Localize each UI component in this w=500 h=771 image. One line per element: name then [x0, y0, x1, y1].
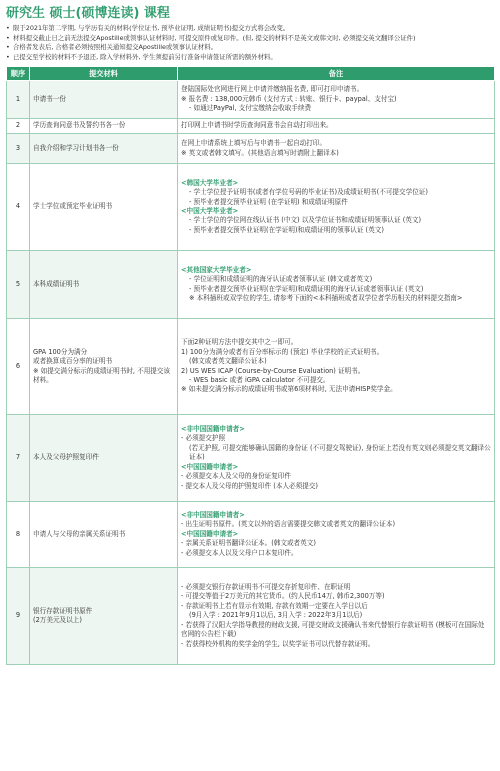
remark-line: - 出生证明书原件。(英文以外的语言需要提交韩文或者英文的翻译公证本): [181, 520, 396, 529]
note-item: • 材料提交截止日之前无法提交Apostille或领事认证材料时, 可提交原件或复印件。(但, 提交的材料不是英文或韩文时, 必须提交英文翻译公证件): [6, 34, 494, 44]
remarks-cell: [178, 119, 495, 134]
remark-line: - 如通过PayPal, 支付宝缴纳会收取手续费: [189, 104, 312, 113]
remark-subheading: <韩国大学毕业者>: [181, 178, 239, 187]
row-number: 1: [7, 81, 30, 119]
remarks-cell: [178, 164, 495, 251]
remark-line: - 必须提交本人及父母的身份证复印件: [181, 472, 291, 481]
remarks-cell: [178, 134, 495, 164]
material-cell: [30, 164, 178, 251]
material-line: 学士学位或预定毕业证明书: [33, 202, 113, 211]
remarks-cell: [178, 502, 495, 568]
notes-list: [0, 24, 500, 66]
material-line: 自我介绍和学习计划书各一份: [33, 143, 119, 152]
row-number: 4: [7, 164, 30, 251]
remark-line: - 必须提交护照: [181, 434, 226, 443]
remark-line: - 预毕业者提交预毕业证明(在学证明)和成绩证明的海牙认证或者领事认证 (英文): [189, 284, 424, 293]
material-cell: [30, 134, 178, 164]
remark-line: - 必须提交银行存款证明书不可提交存折复印件、在职证明: [181, 583, 351, 592]
note-item: • 合格者发表后, 合格者必须按照相关通知提交Apostille或领事认证材料。: [6, 43, 494, 53]
row-number: 9: [7, 568, 30, 665]
remark-line: - WES basic 或者 iGPA calculator 不可提交。: [189, 375, 330, 384]
remark-line: - 必须提交本人以及父母户口本复印件。: [181, 548, 298, 557]
table-row: [7, 319, 495, 415]
material-line: 银行存款证明书原件: [33, 606, 93, 615]
remark-line: - 学位证明和成绩证明的海牙认证或者领事认证 (韩文或者英文): [189, 275, 373, 284]
row-number: 3: [7, 134, 30, 164]
material-line: ※ 如提交满分标示的成绩证明书时, 不用提交该材料。: [33, 366, 171, 384]
material-cell: [30, 319, 178, 415]
remark-line: ※ 英文或者韩文填写。(其他语言填写时请附上翻译本): [181, 148, 339, 157]
table-row: [7, 164, 495, 251]
table-row: [7, 568, 495, 665]
material-cell: [30, 81, 178, 119]
table-header-row: [7, 67, 495, 81]
table-row: [7, 119, 495, 134]
remark-subheading: <非中国国籍申请者>: [181, 510, 245, 519]
header-order: 顺序: [7, 67, 30, 81]
material-line: 学历查询同意书及誓约书各一份: [33, 121, 126, 130]
row-number: 7: [7, 415, 30, 502]
material-line: 本科成绩证明书: [33, 279, 80, 288]
table-row: [7, 251, 495, 319]
remark-subheading: <中国国籍申请者>: [181, 462, 239, 471]
header-remarks: 备注: [178, 67, 495, 81]
material-cell: [30, 568, 178, 665]
remark-line: - 存款证明书上若有显示有效期, 存款有效期一定要在入学日以后: [181, 601, 368, 610]
remark-line: - 亲属关系证明书翻译公证本。(韩文或者英文): [181, 539, 316, 548]
remark-line: 登陆国际处官网进行网上申请并缴纳报名费, 即可打印申请书。: [181, 85, 364, 94]
remark-subheading: <中国大学毕业者>: [181, 207, 239, 215]
remarks-cell: [178, 81, 495, 119]
remark-line: 下面2种证明方法中提交其中之一即可。: [181, 338, 298, 347]
material-line: GPA 100分为满分: [33, 347, 88, 356]
remark-line: (9月入学 : 2021年9月1以后, 3月入学 : 2022年3月1以后): [189, 611, 363, 620]
remark-line: 2) US WES ICAP (Course-by-Course Evaluation) 证明书。: [181, 366, 365, 375]
remarks-cell: [178, 319, 495, 415]
remark-line: - 若获得了汉阳大学指导教授的财政支援, 可提交财政支援确认书来代替银行存款证明书 (模板可在国际处官网的公告栏下载): [181, 620, 485, 639]
table-row: [7, 415, 495, 502]
remark-line: ※ 如未提交满分标示的成绩证明书或第6项材料时, 无法申请HISP奖学金。: [181, 385, 397, 394]
remarks-cell: [178, 568, 495, 665]
material-line: 申请人与父母的亲属关系证明书: [33, 529, 126, 538]
material-line: 申请书一份: [33, 94, 66, 103]
material-cell: [30, 251, 178, 319]
remark-line: 在网上申请系统上填写后与申请书一起自动打印。: [181, 139, 327, 148]
note-item: • 已提交至学校的材料不予退还, 除入学材料外, 学生须提前另行准备申请签证所需的额外材料。: [6, 53, 494, 63]
remark-line: - 预毕业者提交预毕业证明 (在学证明) 和成绩证明原件: [189, 197, 348, 206]
remark-line: - 可提交等值于2万美元的其它货币。(约人民币14万, 韩币2,300万等): [181, 592, 385, 601]
material-line: 或者换算成百分率的证明书: [33, 357, 113, 366]
material-line: 本人及父母护照复印件: [33, 453, 99, 462]
remark-line: ※ 报名费 : 138,000元韩币 (支付方式 : 转账、银行卡、paypal、支付宝): [181, 94, 397, 103]
note-item: • 限于2021年第二学期, 与学历有关的材料(学位证书, 预毕业证明, 成绩证明书)提交方式将会改变。: [6, 24, 494, 34]
material-cell: [30, 502, 178, 568]
row-number: 2: [7, 119, 30, 134]
material-cell: [30, 415, 178, 502]
remark-subheading: <中国国籍申请者>: [181, 529, 239, 538]
table-row: [7, 502, 495, 568]
material-line: (2万美元及以上): [33, 616, 82, 624]
remark-line: - 学士学位的学位网在线认证书 (中文) 以及学位证书和成绩证明领事认证 (英文): [189, 216, 422, 225]
table-row: [7, 134, 495, 164]
remark-line: 1) 100分为满分或者有百分率标示的 (预定) 毕业学校的正式证明书。: [181, 347, 384, 356]
remark-line: 打印网上申请书时学历查询同意书会自动打印出来。: [181, 121, 333, 130]
remark-line: - 预毕业者提交预毕业证明(在学证明)和成绩证明的领事认证 (英文): [189, 225, 384, 234]
remark-subheading: <非中国国籍申请者>: [181, 425, 245, 434]
remark-subheading: <其他国家大学毕业者>: [181, 265, 252, 274]
material-cell: [30, 119, 178, 134]
header-material: 提交材料: [30, 67, 178, 81]
remark-line: - 若获得校外机构的奖学金的学生, 以奖学证书可以代替存款证明。: [181, 639, 375, 648]
row-number: 5: [7, 251, 30, 319]
materials-table: [6, 66, 495, 665]
table-body: [7, 81, 495, 665]
remark-line: (若无护照, 可提交能够确认国籍的身份证 (不可提交驾驶证), 身份证上若没有英文则必须提交英文翻译公证本): [189, 443, 491, 462]
row-number: 8: [7, 502, 30, 568]
table-row: [7, 81, 495, 119]
remark-line: ※ 本科插班或双学位的学生, 请参考下面的<本科插班或者双学位者学历相关的材料提交指南>: [189, 293, 463, 302]
page-title: 研究生 硕士(硕博连读) 课程: [6, 6, 170, 21]
remarks-cell: [178, 251, 495, 319]
row-number: 6: [7, 319, 30, 415]
remarks-cell: [178, 415, 495, 502]
remark-line: (韩文或者英文翻译公证本): [189, 357, 267, 366]
remark-line: - 学士学位授予证明书(或者有学位号码的毕业证书)及成绩证明书(不可提交学位证): [189, 188, 428, 197]
remark-line: - 提交本人及父母的护照复印件 (本人必须提交): [181, 481, 318, 490]
